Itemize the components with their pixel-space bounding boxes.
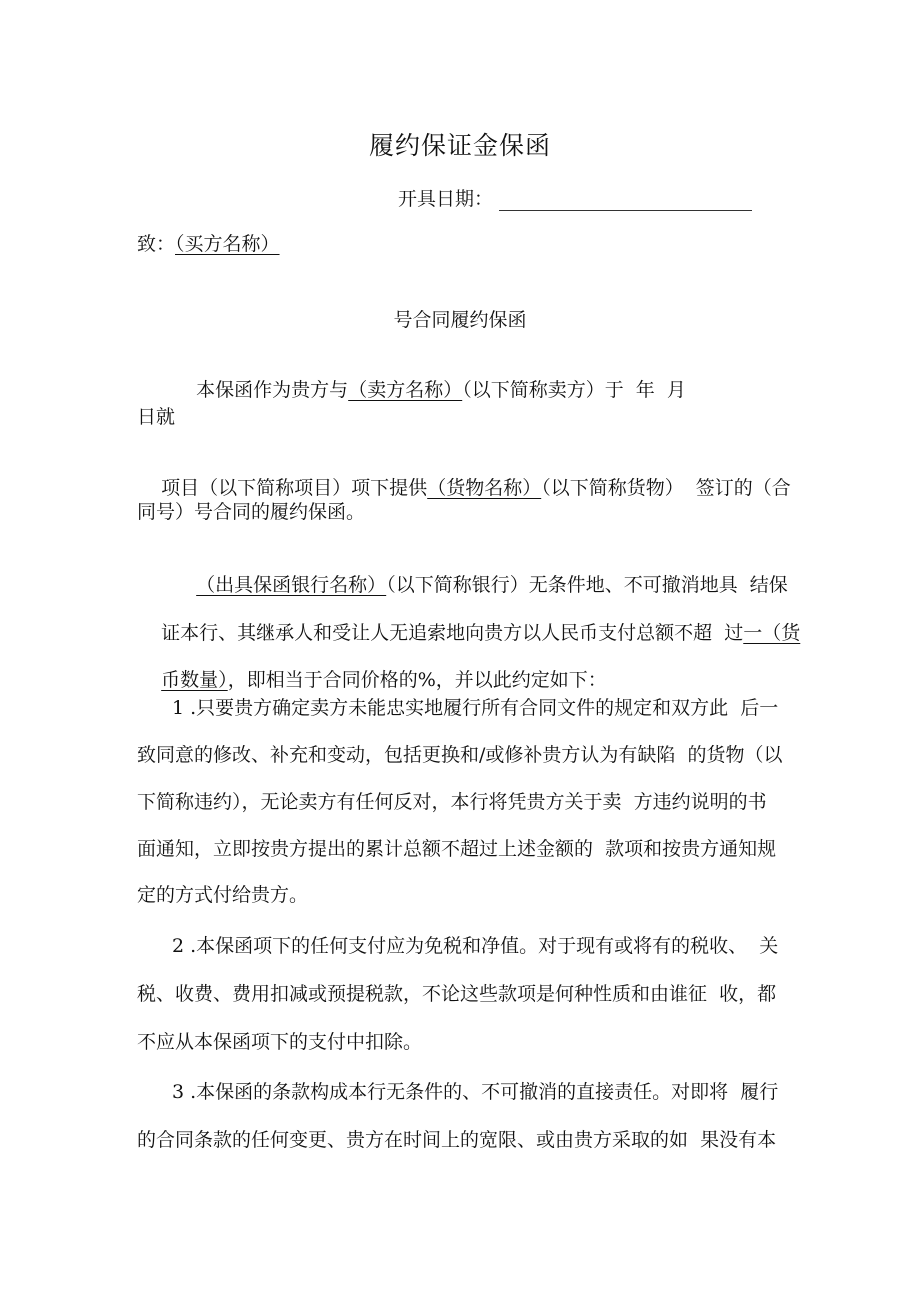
text-span: （以下简称货物） 签订的（合	[541, 477, 791, 499]
bank-name-field: （出具保函银行名称）	[196, 574, 387, 596]
currency-amount-field: 币数量）	[161, 669, 228, 691]
document-title: 履约保证金保函	[368, 131, 551, 160]
text-span: ，即相当于合同价格的%，并以此约定如下：	[227, 669, 607, 691]
currency-amount-field: 一（货	[743, 622, 801, 644]
clause-1-line: 面通知，立即按贵方提出的累计总额不超过上述金额的 款项和按贵方通知规	[137, 838, 777, 860]
paragraph-line: 同号）号合同的履约保函。	[137, 501, 366, 523]
issue-date-line	[398, 184, 752, 211]
clause-3-line: 3 .本保函的条款构成本行无条件的、不可撤消的直接责任。对即将 履行	[172, 1081, 779, 1103]
clause-1-line: 致同意的修改、补充和变动，包括更换和/或修补贵方认为有缺陷 的货物（以	[137, 744, 783, 766]
clause-2-line: 2 .本保函项下的任何支付应为免税和净值。对于现有或将有的税收、 关	[172, 935, 779, 957]
text-span: （以下简称卖方）于 年 月	[462, 379, 686, 401]
clause-2-line: 税、收费、费用扣减或预提税款，不论这些款项是何种性质和由谁征 收，都	[137, 983, 777, 1005]
text-span: 本保函作为贵方与	[196, 379, 349, 401]
recipient-value: （买方名称）	[175, 233, 280, 255]
text-span: （以下简称银行）无条件地、不可撤消地具 结保	[386, 574, 788, 596]
paragraph-line: 日就	[137, 406, 176, 428]
issue-date-blank	[499, 190, 752, 211]
clause-1-line: 定的方式付给贵方。	[137, 884, 309, 906]
clause-3-line: 的合同条款的任何变更、贵方在时间上的宽限、或由贵方采取的如 果没有本	[137, 1129, 777, 1151]
document-subtitle: 号合同履约保函	[393, 309, 527, 331]
recipient-line	[137, 229, 280, 256]
clause-1-line: 下简称违约），无论卖方有任何反对，本行将凭贵方关于卖 方违约说明的书	[137, 791, 767, 813]
paragraph-line	[172, 353, 686, 424]
text-span: 证本行、其继承人和受让人无追索地向贵方以人民币支付总额不超 过	[161, 622, 744, 644]
text-span: 项目（以下简称项目）项下提供	[161, 477, 428, 499]
seller-name-field: （卖方名称）	[348, 379, 463, 401]
goods-name-field: （货物名称）	[427, 477, 542, 499]
clause-2-line: 不应从本保函项下的支付中扣除。	[137, 1031, 423, 1053]
recipient-label: 致：	[137, 233, 176, 255]
issue-date-label: 开具日期：	[398, 188, 494, 210]
clause-1-line: 1 .只要贵方确定卖方未能忠实地履行所有合同文件的规定和双方此 后一	[172, 697, 779, 719]
